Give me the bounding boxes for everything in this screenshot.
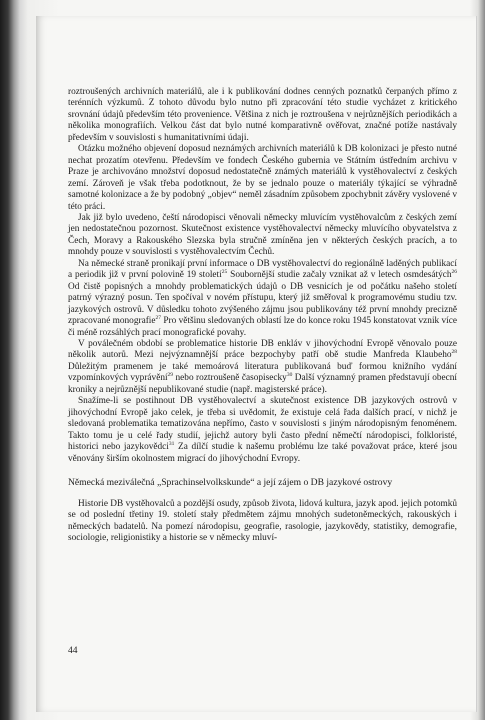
text-run: Za dílčí studie k našemu problému lze také považovat práce, které jsou věnovány širším okolnostem migrací do jihovýchodní Evropy. <box>68 442 458 464</box>
footnote-marker: 25 <box>221 269 228 276</box>
text-run: V poválečném období se problematice historie DB enkláv v jihovýchodní Evropě věnovalo pouze několik autorů. Mezi nejvýznamnější práce bezpochyby patří obě studie Manfreda Klaubeho <box>68 338 457 361</box>
paragraph-6 <box>68 396 457 465</box>
text-run: Na německé straně pronikají první informace o DB vystěhovalectví do regionálně laděných publikací a periodik již v první polovině 19 století <box>68 258 457 281</box>
footnote-marker: 29 <box>167 372 174 379</box>
text-run: Snažíme-li se postihnout DB vystěhovalectví a skutečnost existence DB jazykových ostrovů v jihovýchodní Evropě jako celek, je třeba si uvědomit, že existuje celá řada dalších prací, v nichž je sledovaná problematika tematizována nepřímo, často v souvislosti s jiným národopisným fenoménem. Takto tomu je u celé řady studií, jejichž autory byli často přední němečtí národopisci, folkloristé, historici nebo jazykovědci <box>68 396 457 453</box>
paragraph-3: Jak již bylo uvedeno, čeští národopisci věnovali německy mluvícím vystěhovalcům z českých zemí jen nedostatečnou pozornost. Skutečnost existence vystěhovalectví německy mluvícího obyvatelstva z Čech, Moravy a Rakouského Slezska byla stručně zmíněna jen v některých českých pracích, a to mnohdy pouze v souvislosti s vystěhovalectvím Čechů. <box>68 212 457 258</box>
footnote-marker: 30 <box>286 372 293 379</box>
footnote-marker: 28 <box>451 349 457 356</box>
page-body <box>68 87 457 545</box>
footnote-marker: 26 <box>451 269 457 276</box>
section-heading: Německá meziválečná „Sprachinselvolkskunde“ a její zájem o DB jazykové ostrovy <box>68 476 393 488</box>
text-run: Další významný pramen představují obecní kroniky a nejrůznější nepublikované studie (např. magisterské práce). <box>68 373 457 395</box>
paragraph-7: Historie DB vystěhovalců a pozdější osudy, způsob života, lidová kultura, jazyk apod. jejich potomků se od poslední třetiny 19. století stały předmětem zájmu mnohých sudetoněmeckých, rakouských i německých badatelů. Na pomezí národopisu, geografie, rasologie, jazykovědy, statistiky, demografie, sociologie, religionistiky a historie se v německy mluví- <box>68 498 457 544</box>
text-run: Důležitým pramenem je také memoárová literatura publikovaná buď formou knižního vydání vzpomínkových vyprávění <box>68 361 457 384</box>
footnote-marker: 27 <box>155 314 162 321</box>
footnote-marker: 31 <box>168 440 175 447</box>
paragraph-2: Otázku možného objevení doposud neznámých archivních materiálů k DB kolonizaci je přesto nutné nechat prozatím otevřenu. Především ve fondech Českého gubernia ve Státním ústředním archivu v Praze je archivováno množství doposud nedostatečně známých materiálů k vystěhovalectví z českých zemí. Zároveň je však třeba podotknout, že by se jednalo pouze o materiály týkající se výhradně samotné kolonizace a že by podobný „objev“ neměl zásadním způsobem zpochybnit závěry vyslovené v této práci. <box>68 144 457 212</box>
text-run: Pro většinu sledovaných oblastí lze do konce roku 1945 konstatovat vznik více či méně rozsáhlých prací monografické povahy. <box>68 316 458 338</box>
paragraph-5 <box>68 339 457 396</box>
text-run: nebo roztroušeně časopisecky <box>173 373 287 384</box>
text-run: Od čistě popisných a mnohdy problematických údajů o DB vesnicích je od počátku našeho století patrný výrazný posun. Ten spočíval v novém přístupu, který již směřoval k programovému studiu tzv. jazykových ostrovů. V důsledku tohoto zvýšeného zájmu jsou publikovány též první mnohdy precizně zpracované monografie <box>68 281 457 327</box>
paragraph-1: roztroušených archivních materiálů, ale i k publikování dodnes cenných poznatků čerpaných přímo z terénních výzkumů. Z tohoto důvodu bylo nutno při zpracování této studie vycházet z kritického srovnání údajů především této provenience. Většina z nich je roztroušena v nejrůznějších periodikách a několika monografiích. Velkou část dat bylo nutné komparativně ověřovat, značné potíže nastávaly především v souvislosti s humanitativními údaji. <box>68 87 457 143</box>
paragraph-4 <box>68 259 457 339</box>
page-number: 44 <box>68 646 78 656</box>
text-run: Soubornější studie začaly vznikat až v letech osmdesátých <box>227 270 452 281</box>
